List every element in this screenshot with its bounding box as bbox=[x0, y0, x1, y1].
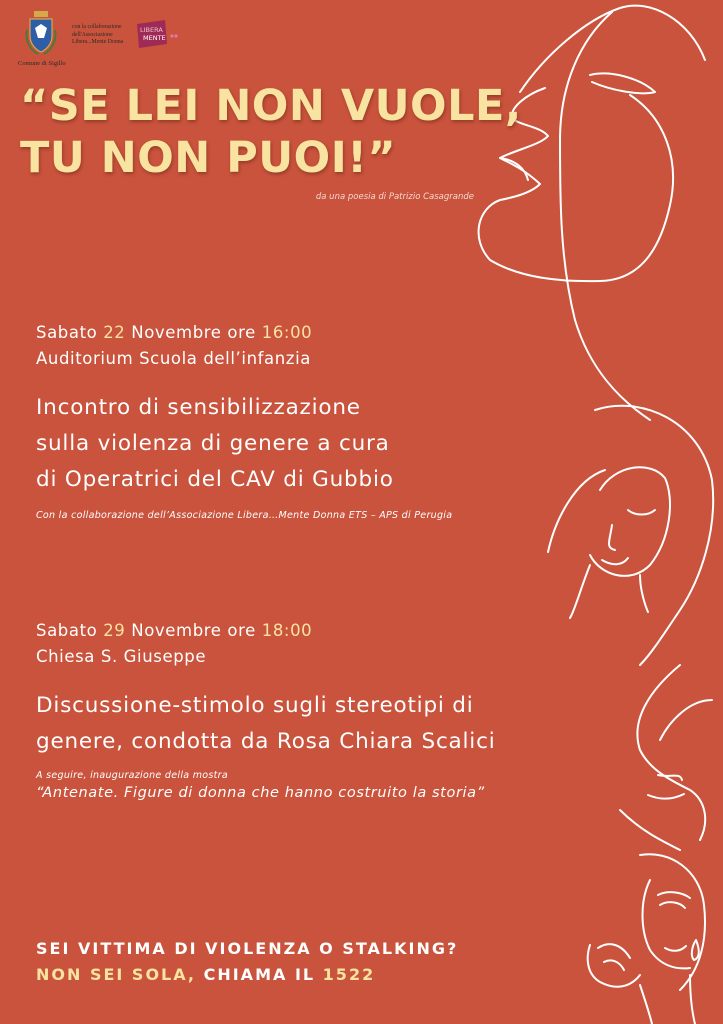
crest-caption: Comune di Sigillo bbox=[18, 60, 66, 67]
event-2-datetime bbox=[36, 618, 495, 644]
municipal-crest-logo bbox=[24, 10, 58, 56]
lower-face-profile bbox=[637, 665, 705, 840]
event-1-note: Con la collaborazione dell’Associazione Libera…Mente Donna ETS – APS di Perugia bbox=[36, 510, 453, 521]
event-1-time: 16:00 bbox=[261, 323, 313, 342]
collaboration-note bbox=[72, 24, 142, 47]
event-2-title-line: genere, condotta da Rosa Chiara Scalici bbox=[36, 729, 496, 754]
logo-word-top: LIBERA bbox=[140, 26, 163, 34]
libera-mente-logo bbox=[135, 18, 181, 50]
event-1-title-line: Incontro di sensibilizzazione bbox=[36, 395, 361, 420]
top-face-flow-line bbox=[560, 12, 650, 420]
event-1-month: Novembre ore bbox=[131, 323, 256, 342]
middle-face-hair bbox=[595, 406, 713, 665]
collaboration-line: con la collaborazione bbox=[72, 24, 122, 30]
event-2-title-line: Discussione-stimolo sugli stereotipi di bbox=[36, 693, 474, 718]
event-2-note: A seguire, inaugurazione della mostra bbox=[36, 770, 228, 781]
middle-face-neck bbox=[570, 565, 648, 618]
lower-face-nose bbox=[658, 775, 682, 780]
title-attribution: da una poesia di Patrizio Casagrande bbox=[315, 192, 474, 202]
event-1-day: Sabato bbox=[36, 323, 98, 342]
bottom-face-neck bbox=[640, 975, 695, 1024]
event-2-exhibit-title: “Antenate. Figure di donna che hanno costruito la storia” bbox=[36, 785, 485, 801]
bottom-face-brow bbox=[658, 892, 690, 898]
event-1 bbox=[36, 320, 452, 521]
bottom-face-hair bbox=[640, 854, 705, 990]
helpline-call-text: CHIAMA IL bbox=[203, 965, 316, 984]
logo-word-bottom: MENTE bbox=[143, 34, 166, 42]
lower-face-flow bbox=[620, 700, 712, 850]
lower-face-mouth bbox=[648, 794, 684, 799]
middle-face-hair-left bbox=[548, 470, 605, 552]
event-2-day: Sabato bbox=[36, 621, 98, 640]
event-1-datetime bbox=[36, 320, 452, 346]
helpline-number: 1522 bbox=[322, 965, 376, 984]
helpline-question: SEI VITTIMA DI VIOLENZA O STALKING? bbox=[36, 939, 459, 958]
middle-face-mouth bbox=[602, 558, 628, 564]
event-1-title-line: sulla violenza di genere a cura bbox=[36, 431, 390, 456]
event-2-date: 29 bbox=[103, 621, 126, 640]
bottom-face-lips bbox=[665, 946, 686, 951]
bottom-face-outline bbox=[643, 880, 691, 968]
event-2-venue: Chiesa S. Giuseppe bbox=[36, 647, 207, 666]
title-line-2: TU NON PUOI!” bbox=[20, 133, 397, 183]
event-1-date: 22 bbox=[103, 323, 126, 342]
event-2-month: Novembre ore bbox=[131, 621, 256, 640]
top-face-hair-line bbox=[520, 6, 705, 92]
title-line-1: “SE LEI NON VUOLE, bbox=[20, 81, 522, 131]
helpline-message bbox=[36, 962, 458, 988]
event-2-time: 18:00 bbox=[261, 621, 313, 640]
top-face-eye bbox=[590, 74, 655, 94]
middle-face-nose bbox=[609, 525, 615, 550]
event-1-venue: Auditorium Scuola dell’infanzia bbox=[36, 349, 311, 368]
helpline-highlight: NON SEI SOLA, bbox=[36, 965, 197, 984]
bottom-face-eye bbox=[660, 902, 685, 908]
collaboration-line: dell'Associazione bbox=[72, 31, 113, 38]
bottom-face-hand bbox=[588, 944, 640, 987]
helpline-callout bbox=[36, 936, 458, 988]
collaboration-line: Libera...Mente Donna bbox=[72, 39, 124, 45]
event-1-title-line: di Operatrici del CAV di Gubbio bbox=[36, 467, 394, 492]
bottom-face-earring bbox=[692, 940, 699, 960]
poster-title bbox=[20, 80, 522, 184]
middle-face-eyelid bbox=[628, 510, 655, 515]
middle-face-outline bbox=[590, 467, 670, 576]
event-2 bbox=[36, 618, 495, 801]
